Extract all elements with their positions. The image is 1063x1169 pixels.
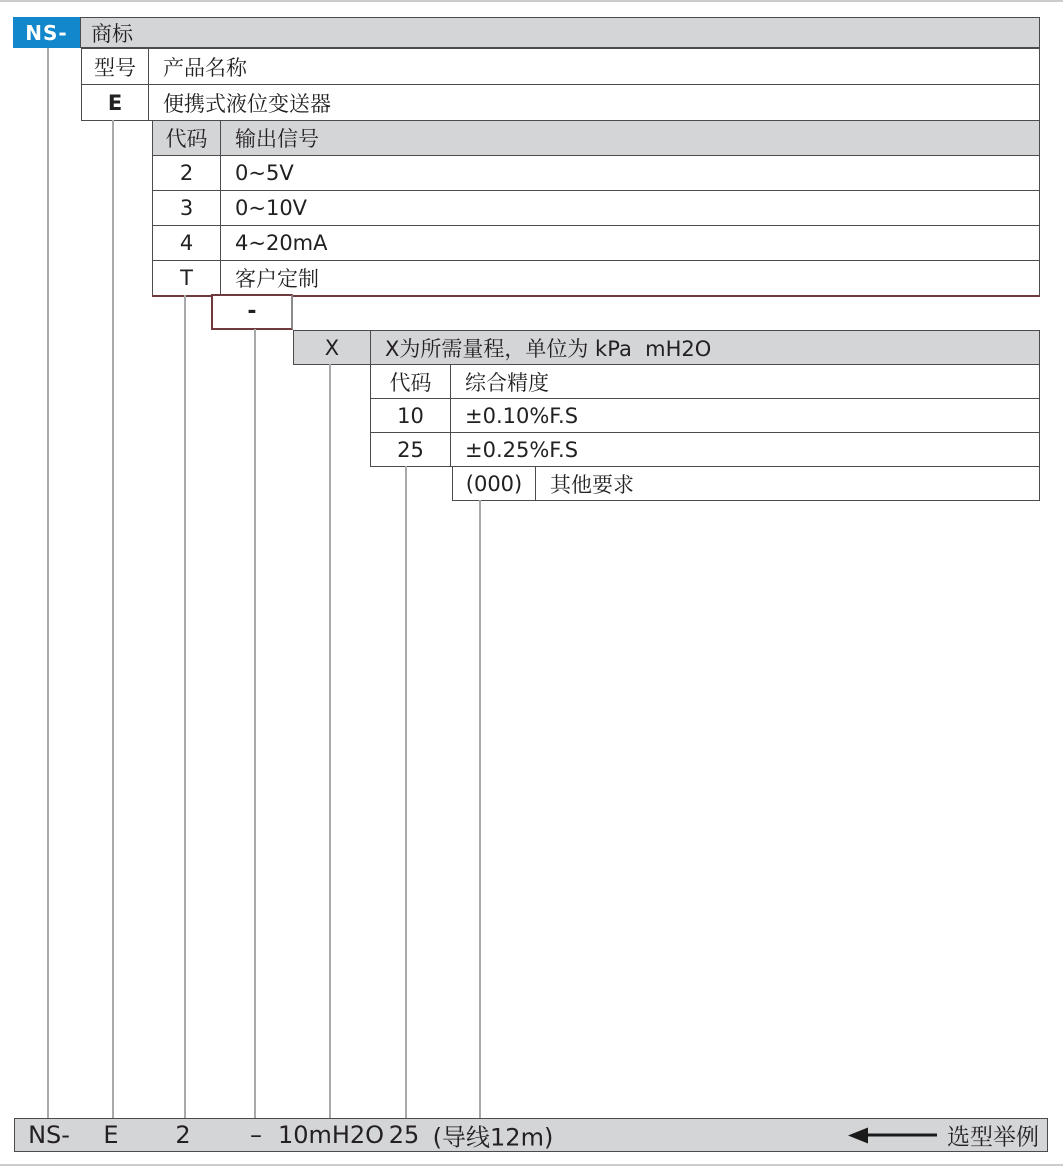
connector-line-range	[329, 364, 331, 1118]
accuracy-header-label: 综合精度	[451, 365, 1040, 399]
output-header-code: 代码	[153, 121, 221, 156]
table-header-row	[371, 365, 1040, 399]
accuracy-header-code: 代码	[371, 365, 451, 399]
table-row	[153, 156, 1040, 191]
accuracy-table	[370, 364, 1040, 467]
output-label: 客户定制	[221, 261, 1040, 296]
output-label: 0~10V	[221, 191, 1040, 226]
connector-line-separator	[254, 329, 256, 1118]
arrow-tail-line	[867, 1134, 937, 1137]
example-caption	[848, 1119, 1039, 1152]
example-part-range: 10mH2O	[277, 1121, 385, 1149]
example-part-separator: –	[250, 1121, 262, 1149]
example-caption-label: 选型举例	[947, 1124, 1039, 1151]
connector-line-other	[479, 500, 481, 1118]
output-label: 0~5V	[221, 156, 1040, 191]
example-part-accuracy: 25	[388, 1121, 420, 1149]
model-name: 便携式液位变送器	[149, 85, 1040, 121]
example-part-cable: (导线12m)	[432, 1123, 554, 1152]
other-code: (000)	[453, 467, 536, 501]
accuracy-label: ±0.10%F.S	[451, 399, 1040, 433]
model-code: E	[82, 85, 149, 121]
other-requirement-row	[452, 466, 1040, 501]
table-row	[294, 331, 1040, 365]
table-row	[82, 49, 1040, 85]
output-code: 3	[153, 191, 221, 226]
other-label: 其他要求	[536, 467, 1040, 501]
output-code: T	[153, 261, 221, 296]
separator-label: -	[247, 299, 257, 324]
model-header-name: 产品名称	[149, 49, 1040, 85]
connector-line-prefix	[47, 48, 49, 1118]
page-bottom-rule	[0, 1164, 1063, 1166]
output-code: 4	[153, 226, 221, 261]
range-row	[293, 330, 1040, 365]
accuracy-code: 10	[371, 399, 451, 433]
page-top-rule	[0, 0, 1063, 2]
model-header-code: 型号	[82, 49, 149, 85]
example-code-row	[14, 1118, 1048, 1152]
trademark-label: 商标	[91, 21, 133, 46]
example-part-model: E	[103, 1121, 119, 1149]
table-row	[153, 226, 1040, 261]
table-row	[371, 399, 1040, 433]
table-header-row	[153, 121, 1040, 156]
connector-line-output	[184, 295, 186, 1118]
table-row	[153, 261, 1040, 296]
table-row	[82, 85, 1040, 121]
range-description: X为所需量程，单位为 kPa mH2O	[371, 331, 1040, 365]
example-part-output: 2	[175, 1121, 191, 1149]
table-row	[371, 433, 1040, 467]
connector-line-model	[112, 120, 114, 1118]
trademark-row	[80, 17, 1040, 48]
example-part-prefix: NS-	[28, 1121, 70, 1149]
output-signal-table	[152, 120, 1040, 297]
separator-cell	[211, 294, 293, 330]
accuracy-code: 25	[371, 433, 451, 467]
range-code: X	[294, 331, 371, 365]
connector-line-accuracy	[405, 466, 407, 1118]
output-header-label: 输出信号	[221, 121, 1040, 156]
accuracy-label: ±0.25%F.S	[451, 433, 1040, 467]
table-row	[453, 467, 1040, 501]
arrow-left-icon	[848, 1127, 868, 1143]
table-row	[153, 191, 1040, 226]
output-code: 2	[153, 156, 221, 191]
model-prefix-badge: NS-	[13, 17, 80, 48]
model-table	[81, 48, 1040, 121]
output-label: 4~20mA	[221, 226, 1040, 261]
